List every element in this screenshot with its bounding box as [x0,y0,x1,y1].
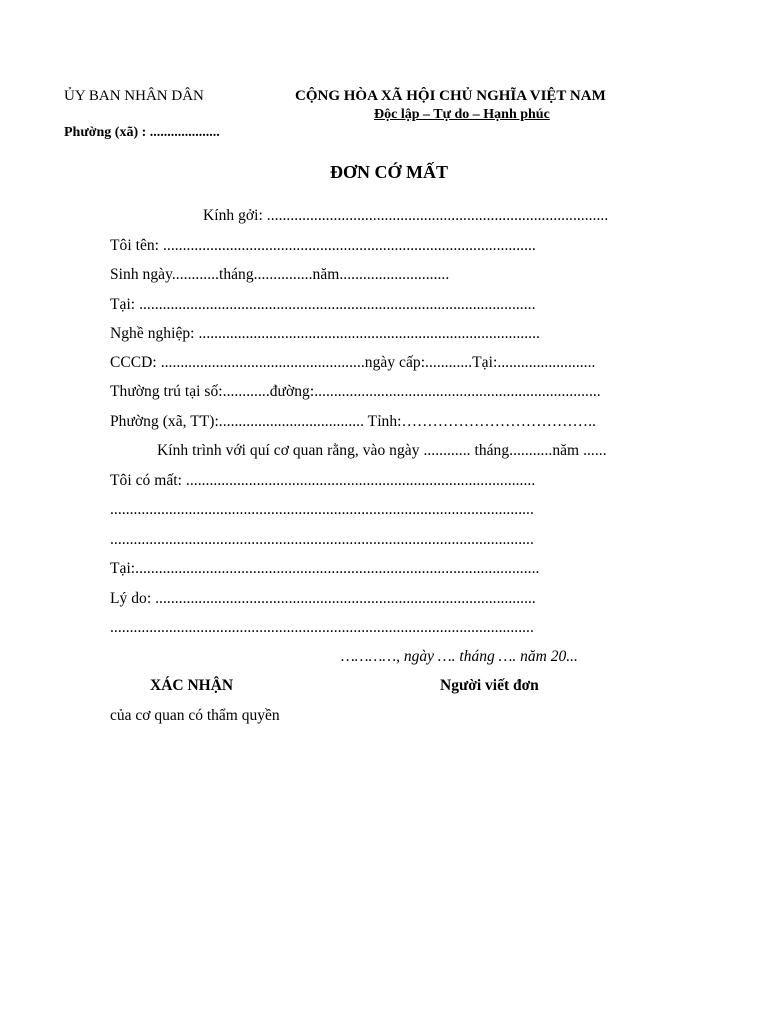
field-ward-province: Phường (xã, TT):..................................... Tỉnh:……………………………….. [110,413,596,430]
field-lost-items: Tôi có mất: ......................................................................................... [110,472,536,489]
field-reason-cont: ............................................................................................................ [110,619,534,636]
field-birthplace: Tại: ..................................................................................................... [110,296,536,313]
national-motto: Độc lập – Tự do – Hạnh phúc [374,107,550,122]
field-lost-items-cont-1: ............................................................................................................ [110,501,534,518]
field-name: Tôi tên: ............................................................................................... [110,237,536,254]
signer-title: Người viết đơn [440,677,539,694]
field-occupation: Nghề nghiệp: ....................................................................................... [110,325,540,342]
date-place-line: …………, ngày …. tháng …. năm 20... [341,648,578,665]
field-birthdate: Sinh ngày............tháng...............năm............................ [110,266,450,283]
confirmation-authority: của cơ quan có thẩm quyền [110,707,280,724]
national-title: CỘNG HÒA XÃ HỘI CHỦ NGHĨA VIỆT NAM [295,88,606,104]
field-lost-items-cont-2: ............................................................................................................ [110,531,534,548]
document-title: ĐƠN CỚ MẤT [330,162,448,182]
salutation-line: Kính gởi: ....................................................................................... [203,207,609,224]
report-statement: Kính trình với quí cơ quan rằng, vào ngày ............ tháng...........năm ...... [157,442,607,459]
issuer-ward: Phường (xã) : .................... [64,125,220,140]
field-reason: Lý do: ................................................................................................. [110,590,536,607]
field-lost-place: Tại:....................................................................................................... [110,560,540,577]
issuer-name: ỦY BAN NHÂN DÂN [64,88,204,104]
field-residence: Thường trú tại số:............đường:......................................................................... [110,383,601,400]
confirmation-title: XÁC NHẬN [150,677,234,694]
field-id-card: CCCD: ....................................................ngày cấp:............Tại:......................... [110,354,596,371]
